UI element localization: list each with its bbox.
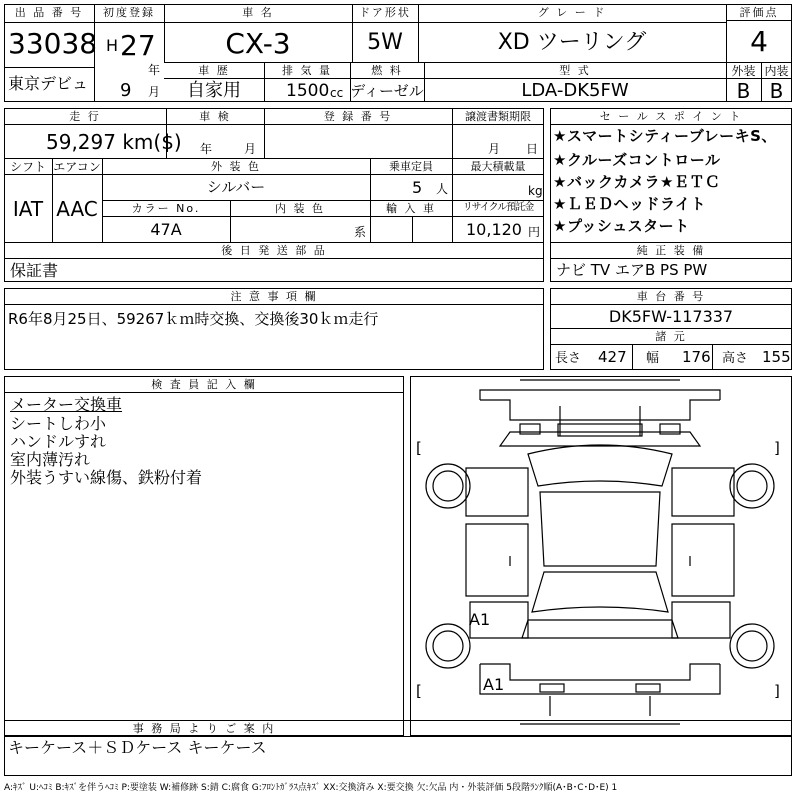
inspector-line: シートしわ小	[10, 414, 107, 433]
name-label: 車 名	[242, 6, 274, 19]
parts-label: 後 日 発 送 部 品	[221, 244, 327, 257]
fuel: ディーゼル	[350, 82, 424, 100]
sales-point: ★バックカメラ★ＥＴＣ	[553, 173, 721, 191]
reg-month: 9	[120, 80, 132, 101]
bracket-right: ]	[774, 439, 780, 457]
recycle-amount: 10,120	[466, 220, 522, 239]
office-text: キーケース＋ＳＤケース キーケース	[8, 738, 267, 757]
bracket-left: [	[416, 682, 422, 700]
score-label: 評価点	[739, 6, 779, 19]
grade: XD ツーリング	[497, 30, 647, 55]
door-label: ドア形状	[359, 6, 411, 19]
mileage: 59,297 km($)	[46, 130, 182, 154]
damage-mark: A1	[469, 610, 491, 629]
grade-label: グ レ ー ド	[537, 6, 607, 19]
inspection-label: 車 検	[199, 110, 231, 123]
inspector-line: メーター交換車	[10, 395, 123, 414]
car-name: CX-3	[225, 27, 291, 60]
lot-number: 33038	[8, 27, 98, 60]
interior-score: B	[769, 79, 784, 103]
year-unit: 年	[148, 63, 161, 77]
color-no: 47A	[150, 220, 182, 239]
color: シルバー	[206, 178, 266, 196]
height-value: 155	[762, 348, 791, 366]
tr-month-unit: 月	[488, 142, 501, 156]
recycle-label: リサイクル預託金	[462, 202, 534, 213]
sales-point: ★クルーズコントロール	[553, 151, 721, 169]
notes-text: R6年8月25日、59267ｋｍ時交換、交換後30ｋｍ走行	[8, 310, 379, 328]
shift: IAT	[12, 197, 44, 221]
insp-year-unit: 年	[200, 142, 213, 156]
ac: AAC	[56, 197, 98, 221]
width-value: 176	[682, 348, 711, 366]
capacity: 5	[412, 178, 423, 197]
shift-label: シフト	[9, 160, 46, 174]
score: 4	[750, 25, 768, 58]
int-color-label: 内 装 色	[275, 202, 325, 215]
model-label: 型 式	[559, 64, 591, 77]
mileage-label: 走 行	[69, 110, 101, 123]
damage-mark: A1	[483, 675, 505, 694]
load-label: 最大積載量	[470, 160, 526, 173]
color-no-label: カラー No.	[131, 202, 201, 215]
month-unit: 月	[148, 85, 161, 99]
interior-label: 内装	[764, 64, 789, 78]
history: 自家用	[187, 80, 241, 101]
bracket-right: ]	[774, 682, 780, 700]
capacity-label: 乗車定員	[389, 160, 433, 173]
import-label: 輸 入 車	[386, 202, 436, 215]
notes-label: 注 意 事 項 欄	[230, 290, 318, 303]
recycle-unit: 円	[528, 225, 541, 239]
debut-text: 東京デビュ	[8, 74, 89, 93]
width-label: 幅	[646, 351, 660, 366]
length-label: 長さ	[555, 351, 582, 366]
sales-point: ★スマートシティーブレーキS、	[553, 127, 777, 145]
sales-label: セ ー ル ス ポ イ ン ト	[599, 110, 743, 123]
car-diagram	[410, 376, 790, 736]
int-color-suffix: 系	[354, 225, 367, 239]
era: H	[106, 36, 119, 55]
equipment: ナビ TV エアB PS PW	[556, 261, 708, 279]
length-value: 427	[598, 348, 627, 366]
sales-point: ★プッシュスタート	[553, 217, 690, 235]
reg-year: 27	[120, 29, 156, 62]
history-label: 車 歴	[198, 64, 230, 77]
color-label: 外 装 色	[211, 160, 261, 173]
inspector-label: 検 査 員 記 入 欄	[151, 378, 257, 391]
insp-month-unit: 月	[244, 142, 257, 156]
lot-label: 出 品 番 号	[14, 6, 84, 19]
bracket-left: [	[416, 439, 422, 457]
transfer-label: 譲渡書類期限	[465, 110, 531, 123]
inspector-line: ハンドルすれ	[10, 432, 107, 451]
inspector-line: 外装うすい線傷、鉄粉付着	[10, 468, 203, 487]
first-reg-label: 初度登録	[103, 6, 155, 19]
sales-point: ★ＬＥＤヘッドライト	[553, 195, 706, 213]
capacity-unit: 人	[436, 182, 449, 196]
load-unit: kg	[528, 184, 543, 198]
displacement: 1500	[286, 81, 330, 101]
exterior-score: B	[736, 79, 751, 103]
exterior-label: 外装	[731, 64, 756, 78]
chassis-label: 車 台 番 号	[636, 290, 706, 303]
legend: A:ｷｽﾞ U:ﾍｺﾐ B:ｷｽﾞを伴うﾍｺﾐ P:要塗装 W:補修跡 S:錆 C:腐食 G:ﾌﾛﾝﾄｶﾞﾗｽ点ｷｽﾞ XX:交換済み X:要交換 欠:欠品 内・外装評価 5段階ﾗﾝｸ順(A･B･C･D･E) 1	[4, 783, 618, 793]
inspector-line: 室内薄汚れ	[10, 450, 91, 469]
reg-number-label: 登 録 番 号	[323, 110, 393, 123]
equip-label: 純 正 装 備	[636, 244, 706, 257]
chassis-number: DK5FW-117337	[608, 307, 734, 326]
parts: 保証書	[10, 261, 59, 280]
height-label: 高さ	[722, 351, 749, 366]
fuel-label: 燃 料	[371, 64, 403, 77]
displacement-label: 排 気 量	[282, 64, 332, 77]
tr-day-unit: 日	[526, 142, 539, 156]
door-type: 5W	[367, 30, 403, 55]
model: LDA-DK5FW	[521, 80, 629, 101]
office-label: 事 務 局 よ り ご 案 内	[132, 722, 276, 735]
dims-label: 諸 元	[655, 330, 687, 343]
displacement-unit: cc	[330, 86, 344, 100]
ac-label: エアコン	[53, 160, 101, 174]
